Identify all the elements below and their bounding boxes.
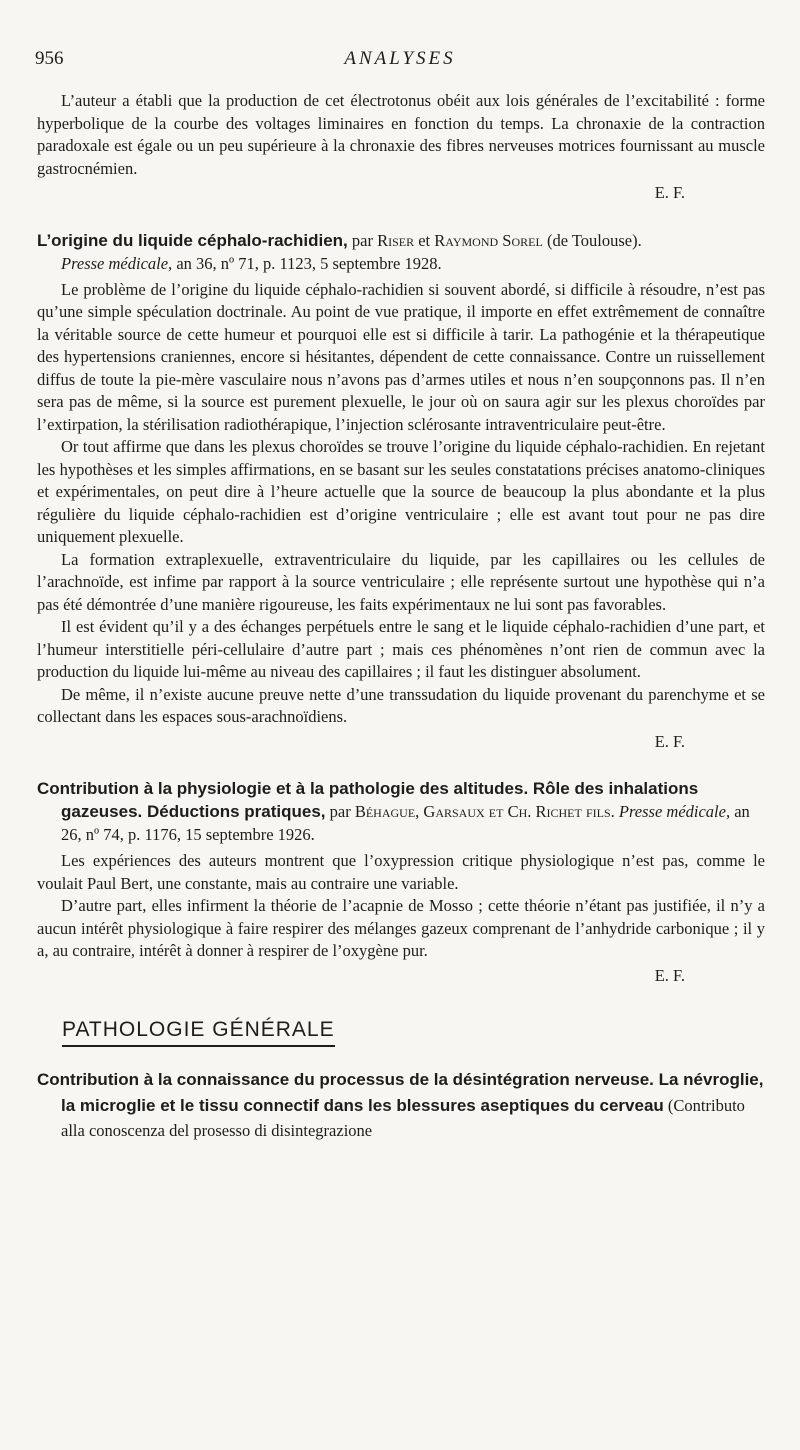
- review-heading: [37, 777, 765, 846]
- review-paragraph: La formation extraplexuelle, extraventriculaire du liquide, par les capillaires ou les cellules de l’arachnoïde, est infime par rapport à la source ventriculaire ; elle représente surtout une hypothèse qui n’a pas été démontrée d’une manière rigoureuse, les faits expérimentaux ne lui sont pas favorables.: [37, 549, 765, 614]
- review-and: et: [414, 230, 435, 250]
- page-content: [37, 90, 765, 1146]
- review-author: Riser: [377, 230, 415, 250]
- review-affiliation: (de Toulouse).: [542, 230, 642, 250]
- review-title: Contribution à la connaissance du processus de la désintégration nerveuse. La névroglie, la microglie et le tissu connectif dans les blessures aseptiques du cerveau: [37, 1069, 764, 1115]
- review-paragraph: De même, il n’existe aucune preuve nette d’une transsudation du liquide provenant du parenchyme et se collectant dans les espaces sous-arachnoïdiens.: [37, 684, 765, 726]
- review-journal: Presse médicale,: [61, 253, 173, 273]
- review-authors: Béhague, Garsaux et Ch. Richet fils.: [354, 802, 615, 821]
- review-initials: E. F.: [654, 731, 685, 751]
- review-initials: E. F.: [654, 965, 685, 985]
- review-paragraph: Il est évident qu’il y a des échanges perpétuels entre le sang et le liquide céphalo-rachidien d’une part, et l’humeur interstitielle péri-cellulaire d’autre part ; mais ces phénomènes n’ont rien de commun avec la production du liquide lui-même au niveau des capillaires ; il faut les distinguer absolument.: [37, 617, 765, 681]
- review-paragraph: Le problème de l’origine du liquide céphalo-rachidien si souvent abordé, si difficile à résoudre, n’est pas qu’une simple spéculation doctrinale. Au point de vue pratique, il importe en effet extrêmement de connaître la véritable source de cette humeur et pourquoi elle est si difficile à tarir. La pathogénie et la thérapeutique des hypertensions craniennes, encore si hésitantes, dépendent de cette connaissance. Contre un ruissellement diffus de toute la pie-mère vasculaire nous n’avons pas d’armes utiles et nous n’en soupçonnons pas. Il n’en sera pas de même, si la source est purement plexuelle, le jour où on saura agir sur les plexus choroïdes par l’extirpation, la stérilisation radiothérapique, l’injection sclérosante intraventriculaire peut-être.: [37, 279, 765, 434]
- review-by: par: [347, 230, 378, 250]
- review-title: Contribution à la physiologie et à la pathologie des altitudes. Rôle des inhalations gazeuses. Déductions pratiques,: [37, 779, 699, 821]
- running-title: ANALYSES: [344, 48, 456, 69]
- review-title: L’origine du liquide céphalo-rachidien,: [37, 230, 348, 250]
- review-by: par: [325, 802, 355, 821]
- review-citation: an 36, nº 71, p. 1123, 5 septembre 1928.: [172, 253, 442, 273]
- review-journal: Presse médicale,: [618, 802, 731, 821]
- running-head: [35, 48, 765, 78]
- intro-paragraph: L’auteur a établi que la production de cet électrotonus obéit aux lois générales de l’excitabilité : forme hyperbolique de la courbe des voltages liminaires en fonction du temps. La chronaxie de la contraction paradoxale est égale ou un peu supérieure à la chronaxie des fibres nerveuses motrices fournissant au muscle gastrocnémien.: [37, 91, 765, 178]
- review-author: Raymond Sorel: [434, 230, 543, 250]
- review-heading-neural: [37, 1067, 765, 1142]
- review-paragraph: D’autre part, elles infirment la théorie de l’acapnie de Mosso ; cette théorie n’étant pas justifiée, il n’y a aucun intérêt physiologique à faire respirer des mélanges gazeux comprenant de l’anhydride carbonique ; il y a, au contraire, intérêt à donner à respirer de l’oxygène pur.: [37, 896, 765, 960]
- review-citation: an 26, nº 74, p. 1176, 15 septembre 1926.: [61, 802, 750, 844]
- review-heading: [37, 229, 765, 275]
- review-altitudes: [37, 777, 765, 987]
- review-paragraph: Les expériences des auteurs montrent que l’oxypression critique physiologique n’est pas, comme le voulait Paul Bert, une constante, mais au contraire une variable.: [37, 851, 765, 893]
- review-paragraph: Or tout affirme que dans les plexus choroïdes se trouve l’origine du liquide céphalo-rachidien. En rejetant les hypothèses et les simples affirmations, en se basant sur les seules constatations précises anatomo-cliniques et expérimentales, on peut dire à l’heure actuelle que la source de beaucoup la plus abondante et la plus régulière du liquide céphalo-rachidien est d’origine ventriculaire ; elle est avant tout pour ne pas dire uniquement plexuelle.: [37, 437, 765, 546]
- page-number: 956: [35, 48, 64, 69]
- section-heading: PATHOLOGIE GÉNÉRALE: [62, 1019, 335, 1047]
- review-title-rest: (Contributo alla conoscenza del prosesso di disintegrazione: [61, 1095, 745, 1140]
- review-csf-origin: [37, 229, 765, 754]
- intro-initials: E. F.: [654, 183, 685, 202]
